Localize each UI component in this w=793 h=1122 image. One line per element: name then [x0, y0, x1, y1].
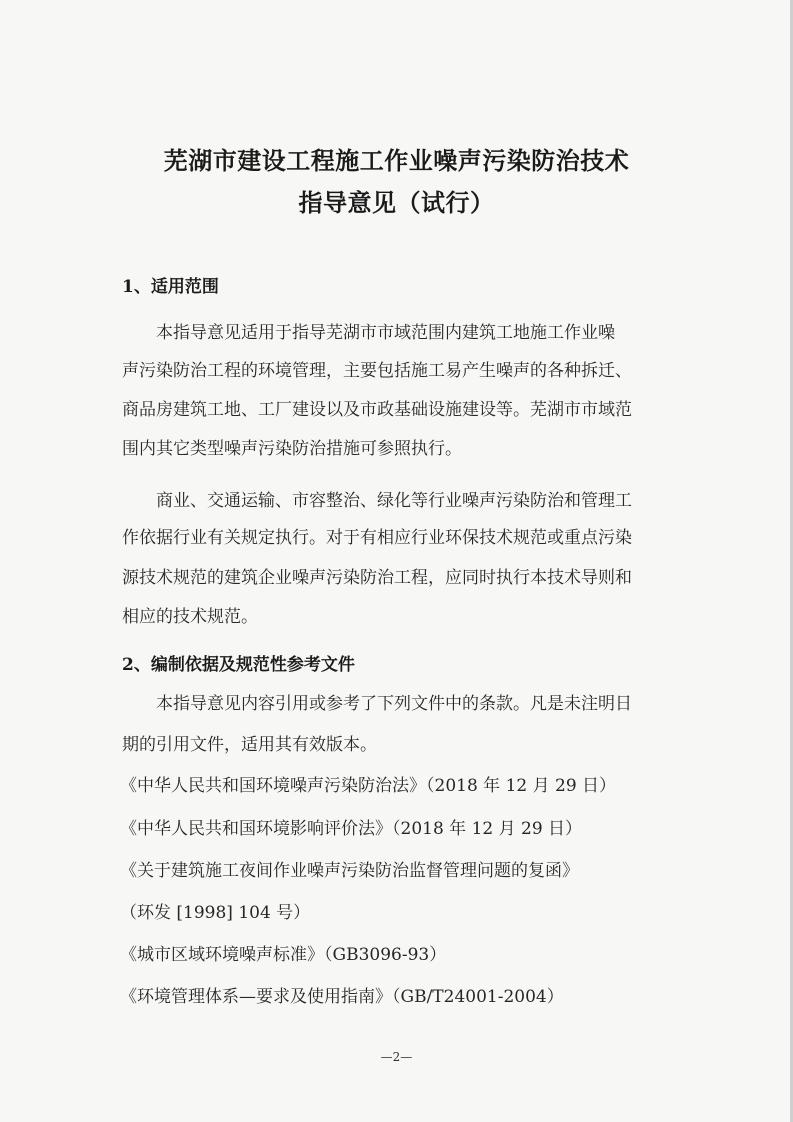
- section-1-heading: 1、适用范围: [122, 277, 219, 297]
- reference-item: 《城市区域环境噪声标准》（GB3096-93）: [120, 945, 447, 965]
- section-1-para-1-line-4: 围内其它类型噪声污染防治措施可参照执行。: [122, 439, 462, 459]
- section-1-para-2-line-3: 源技术规范的建筑企业噪声污染防治工程，应同时执行本技术导则和: [122, 568, 632, 588]
- page-number: —2—: [380, 1050, 413, 1064]
- reference-item: （环发 [1998] 104 号）: [120, 903, 311, 923]
- section-1-para-1-line-2: 声污染防治工程的环境管理，主要包括施工易产生噪声的各种拆迁、: [122, 361, 632, 381]
- reference-item: 《环境管理体系—要求及使用指南》（GB/T24001-2004）: [120, 987, 564, 1007]
- document-title-line-1: 芜湖市建设工程施工作业噪声污染防治技术: [163, 146, 630, 175]
- section-2-heading: 2、编制依据及规范性参考文件: [122, 655, 355, 675]
- reference-item: 《关于建筑施工夜间作业噪声污染防治监督管理问题的复函》: [120, 861, 579, 881]
- reference-item: 《中华人民共和国环境噪声污染防治法》（2018 年 12 月 29 日）: [120, 776, 617, 796]
- section-1-para-1-line-3: 商品房建筑工地、工厂建设以及市政基础设施建设等。芜湖市市域范: [122, 400, 632, 420]
- document-title-line-2: 指导意见（试行）: [298, 188, 495, 217]
- section-2-para-1-line-2: 期的引用文件，适用其有效版本。: [122, 735, 377, 755]
- section-2-para-1-line-1: 本指导意见内容引用或参考了下列文件中的条款。凡是未注明日: [156, 694, 632, 714]
- section-1-para-2-line-2: 作依据行业有关规定执行。对于有相应行业环保技术规范或重点污染: [122, 528, 632, 548]
- section-1-para-1-line-1: 本指导意见适用于指导芜湖市市域范围内建筑工地施工作业噪: [156, 323, 615, 343]
- section-1-para-2-line-4: 相应的技术规范。: [122, 607, 258, 627]
- section-1-para-2-line-1: 商业、交通运输、市容整治、绿化等行业噪声污染防治和管理工: [156, 491, 632, 511]
- reference-item: 《中华人民共和国环境影响评价法》（2018 年 12 月 29 日）: [120, 819, 583, 839]
